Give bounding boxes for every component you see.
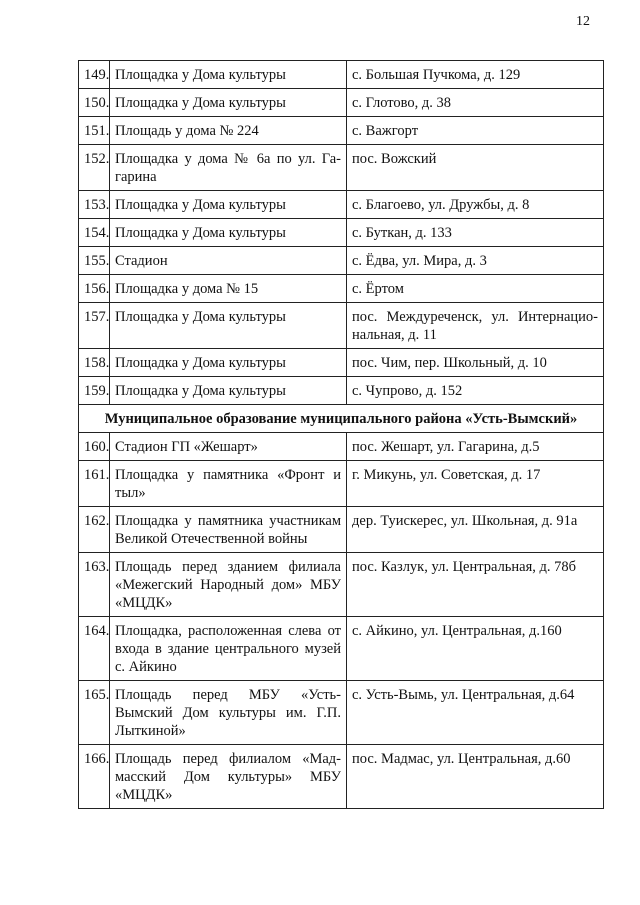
table-row	[79, 275, 604, 303]
place-name: Площадка у Дома культуры	[110, 303, 347, 349]
row-number: 164.	[79, 617, 110, 681]
place-address: с. Глотово, д. 38	[347, 89, 604, 117]
place-name: Площадка у дома № 6а по ул. Га-гарина	[110, 145, 347, 191]
row-number: 166.	[79, 745, 110, 809]
place-address: с. Чупрово, д. 152	[347, 377, 604, 405]
place-name: Площадь перед МБУ «Усть-Вымский Дом культуры им. Г.П. Лыткиной»	[110, 681, 347, 745]
table-row	[79, 377, 604, 405]
place-name: Площадка у дома № 15	[110, 275, 347, 303]
row-number: 149.	[79, 61, 110, 89]
place-name: Площадка, расположенная слева от входа в здание центрального музей с. Айкино	[110, 617, 347, 681]
row-number: 159.	[79, 377, 110, 405]
place-name: Площадка у Дома культуры	[110, 349, 347, 377]
table-row	[79, 507, 604, 553]
row-number: 158.	[79, 349, 110, 377]
place-name: Площадка у Дома культуры	[110, 89, 347, 117]
place-address: пос. Казлук, ул. Центральная, д. 78б	[347, 553, 604, 617]
place-address: с. Благоево, ул. Дружбы, д. 8	[347, 191, 604, 219]
row-number: 161.	[79, 461, 110, 507]
table-row	[79, 461, 604, 507]
place-name: Площадка у памятника «Фронт и тыл»	[110, 461, 347, 507]
row-number: 153.	[79, 191, 110, 219]
place-name: Площадка у памятника участникам Великой Отечественной войны	[110, 507, 347, 553]
place-address: пос. Жешарт, ул. Гагарина, д.5	[347, 433, 604, 461]
row-number: 163.	[79, 553, 110, 617]
place-address: с. Усть-Вымь, ул. Центральная, д.64	[347, 681, 604, 745]
place-name: Стадион ГП «Жешарт»	[110, 433, 347, 461]
place-name: Площадь у дома № 224	[110, 117, 347, 145]
table-row	[79, 617, 604, 681]
place-name: Площадь перед филиалом «Мад-масский Дом культуры» МБУ «МЦДК»	[110, 745, 347, 809]
place-name: Площадка у Дома культуры	[110, 61, 347, 89]
place-name: Стадион	[110, 247, 347, 275]
row-number: 165.	[79, 681, 110, 745]
row-number: 151.	[79, 117, 110, 145]
row-number: 156.	[79, 275, 110, 303]
table-row	[79, 745, 604, 809]
row-number: 152.	[79, 145, 110, 191]
place-address: пос. Чим, пер. Школьный, д. 10	[347, 349, 604, 377]
place-address: г. Микунь, ул. Советская, д. 17	[347, 461, 604, 507]
place-name: Площадка у Дома культуры	[110, 377, 347, 405]
place-address: дер. Туискерес, ул. Школьная, д. 91а	[347, 507, 604, 553]
place-address: с. Ёдва, ул. Мира, д. 3	[347, 247, 604, 275]
table-row	[79, 191, 604, 219]
place-address: с. Важгорт	[347, 117, 604, 145]
place-name: Площадь перед зданием филиала «Межегский Народный дом» МБУ «МЦДК»	[110, 553, 347, 617]
place-address: с. Ёртом	[347, 275, 604, 303]
page-number: 12	[576, 14, 590, 29]
registry-table-body	[79, 61, 604, 809]
table-row	[79, 303, 604, 349]
table-row	[79, 349, 604, 377]
section-row	[79, 405, 604, 433]
row-number: 162.	[79, 507, 110, 553]
row-number: 160.	[79, 433, 110, 461]
place-address: с. Айкино, ул. Центральная, д.160	[347, 617, 604, 681]
table-row	[79, 145, 604, 191]
place-address: пос. Вожский	[347, 145, 604, 191]
place-address: пос. Междуреченск, ул. Интернацио-нальная, д. 11	[347, 303, 604, 349]
place-name: Площадка у Дома культуры	[110, 219, 347, 247]
table-row	[79, 89, 604, 117]
table-row	[79, 219, 604, 247]
place-address: пос. Мадмас, ул. Центральная, д.60	[347, 745, 604, 809]
row-number: 157.	[79, 303, 110, 349]
table-row	[79, 117, 604, 145]
table-row	[79, 247, 604, 275]
row-number: 154.	[79, 219, 110, 247]
table-row	[79, 553, 604, 617]
place-address: с. Большая Пучкома, д. 129	[347, 61, 604, 89]
table-row	[79, 433, 604, 461]
row-number: 150.	[79, 89, 110, 117]
place-name: Площадка у Дома культуры	[110, 191, 347, 219]
table-row	[79, 61, 604, 89]
table-row	[79, 681, 604, 745]
registry-table	[78, 60, 604, 809]
row-number: 155.	[79, 247, 110, 275]
section-title: Муниципальное образование муниципального района «Усть-Вымский»	[79, 405, 604, 433]
place-address: с. Буткан, д. 133	[347, 219, 604, 247]
